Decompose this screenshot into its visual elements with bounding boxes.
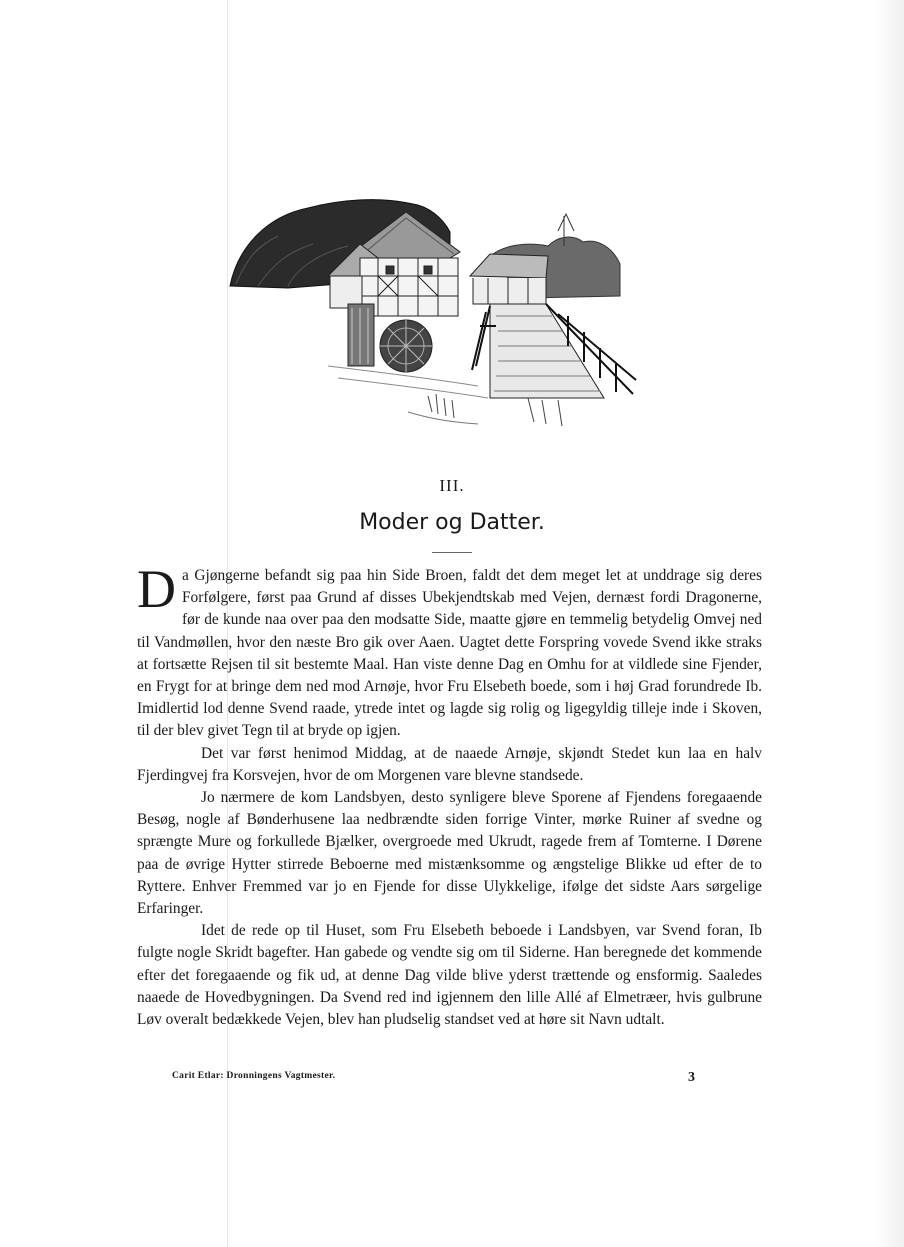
mill-wall <box>360 258 458 316</box>
paragraph <box>137 559 762 743</box>
paragraph: Det var først henimod Middag, at de naaede Arnøje, skjøndt Stedet kun laa en halv Fjerdingvej fra Korsvejen, hvor de om Morgenen vare blevne standsede. <box>137 744 762 784</box>
paragraph-text: a Gjøngerne befandt sig paa hin Side Broen, faldt det dem meget let at unddrage sig deres Forfølgere, først paa Grund af disses Ubekjendtskab med Vejen, dernæst fordi Dragonerne, før de kunde naa over paa den modsatte Side, maatte gjøre en temmelig betydelig Omvej ned til Vandmøllen, hvor den næste Bro gik over Aaen. Uagtet dette Forspring vovede Svend ikke straks at fortsætte Rejsen til sit bestemte Maal. Han viste denne Dag en Omhu for at vildlede sine Fjender, en Frygt for at bringe dem ned mod Arnøje, hvor Fru Elsebeth boede, som i høj Grad forundrede Ib. Imidlertid lod denne Svend raade, ytrede intet og lagde sig rolig og ligegyldig tilleje inde i Skoven, til der blev givet Tegn til at bryde op igjen. <box>137 567 762 740</box>
paragraph: Jo nærmere de kom Landsbyen, desto synligere bleve Sporene af Fjendens foregaaende Besøg, nogle af Bønderhusene laa nedbrændte siden forrige Vinter, mørke Ruiner af svedne og sprængte Mure og forkullede Bjælker, overgroede med Ukrudt, ragede frem af Tomterne. I Dørene paa de øvrige Hytter stirrede Beboerne med mistænksomme og ængstelige Blikke ud efter de to Ryttere. Enhver Fremmed var jo en Fjende for disse Ulykkelige, ifølge det sidste Aars sørgelige Erfaringer. <box>137 789 762 918</box>
footer-author-line: Carit Etlar: Dronningens Vagtmester. <box>172 1071 336 1081</box>
chapter-title: Moder og Datter. <box>359 510 545 535</box>
wooden-bridge <box>490 304 604 398</box>
chapter-body <box>137 559 762 1031</box>
chapter-number: III. <box>439 476 465 495</box>
title-divider <box>432 552 472 553</box>
page-edge-shadow <box>874 0 904 1247</box>
paragraph: Idet de rede op til Huset, som Fru Elsebeth beboede i Landsbyen, var Svend foran, Ib fulgte nogle Skridt bagefter. Han gabede og vendte sig om til Siderne. Han beregnede det kommende efter det foregaaende og fik ud, at denne Dag vilde blive yderst trættende og ensformig. Saaledes naaede de Hovedbygningen. Da Svend red ind igjennem den lille Allé af Elmetræer, hvis gulbrune Løv overalt bedækkede Vejen, blev han pludselig standset ved at høre sit Navn udtalt. <box>137 922 762 1029</box>
page-number: 3 <box>688 1070 695 1085</box>
watermill-illustration <box>228 186 664 434</box>
drop-cap: D <box>137 559 176 619</box>
